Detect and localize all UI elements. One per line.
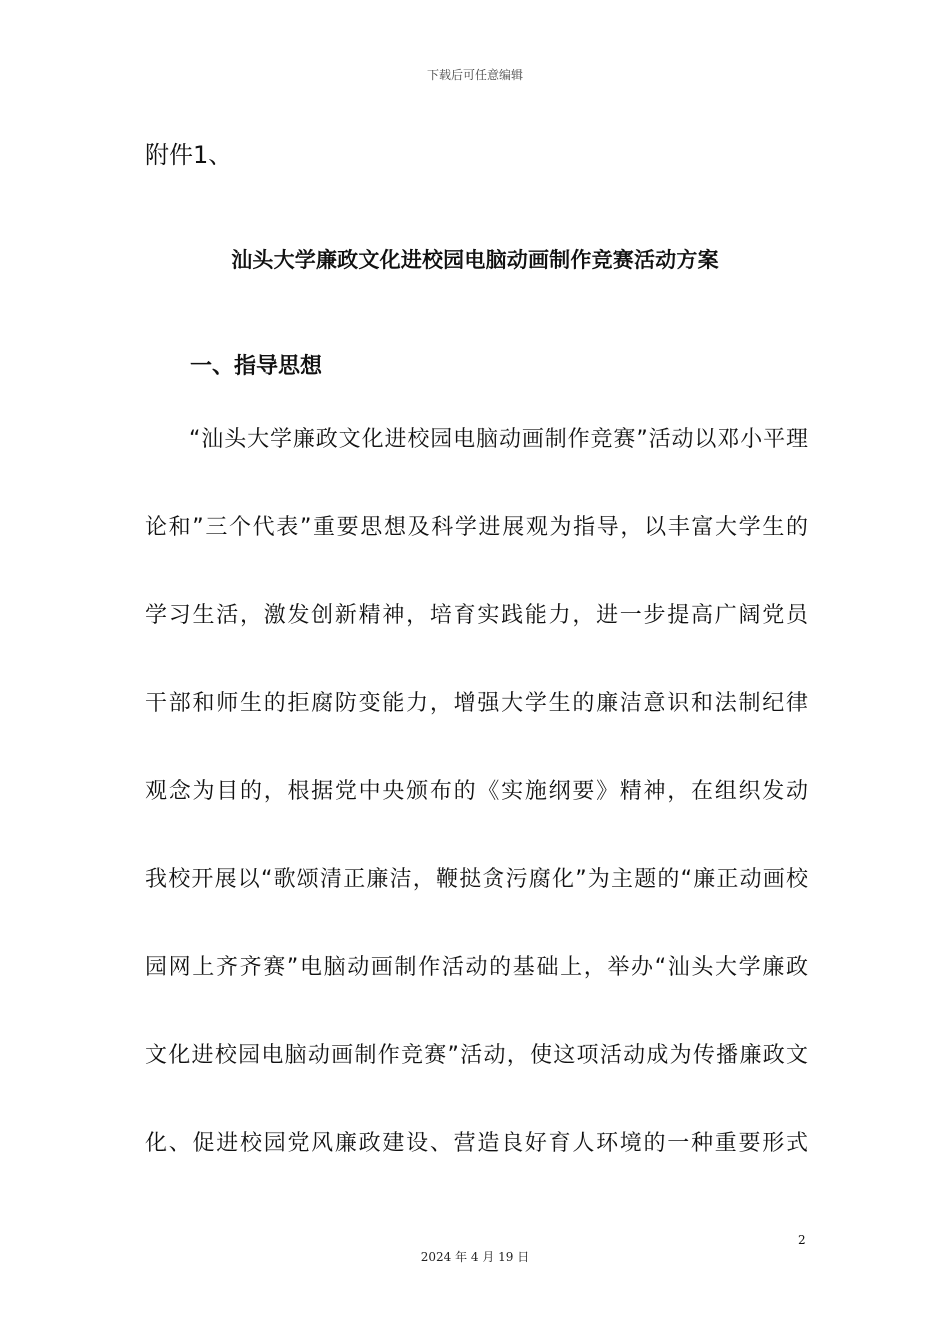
body-line: 文化进校园电脑动画制作竞赛”活动，使这项活动成为传播廉政文: [145, 1043, 808, 1068]
page-header-note: 下载后可任意编辑: [426, 68, 523, 82]
body-paragraph: [145, 418, 808, 1210]
body-line: “汕头大学廉政文化进校园电脑动画制作竞赛”活动以邓小平理: [189, 427, 808, 452]
body-line: 我校开展以“歌颂清正廉洁，鞭挞贪污腐化”为主题的“廉正动画校: [145, 867, 808, 892]
attachment-label: 附件1、: [145, 141, 233, 169]
body-line: 观念为目的，根据党中央颁布的《实施纲要》精神，在组织发动: [145, 779, 808, 804]
body-line: 园网上齐齐赛”电脑动画制作活动的基础上，举办“汕头大学廉政: [145, 955, 808, 980]
footer-date: 2024 年 4 月 19 日: [420, 1250, 530, 1264]
body-line: 学习生活，激发创新精神，培育实践能力，进一步提高广阔党员: [145, 603, 808, 628]
body-line: 论和”三个代表”重要思想及科学进展观为指导，以丰富大学生的: [145, 515, 808, 540]
section-heading-guiding-ideology: 一、指导思想: [190, 354, 323, 379]
body-line: 化、促进校园党风廉政建设、营造良好育人环境的一种重要形式: [145, 1131, 808, 1156]
page-number: 2: [798, 1233, 806, 1247]
body-line: 干部和师生的拒腐防变能力，增强大学生的廉洁意识和法制纪律: [145, 691, 808, 716]
document-title: 汕头大学廉政文化进校园电脑动画制作竞赛活动方案: [231, 248, 719, 272]
